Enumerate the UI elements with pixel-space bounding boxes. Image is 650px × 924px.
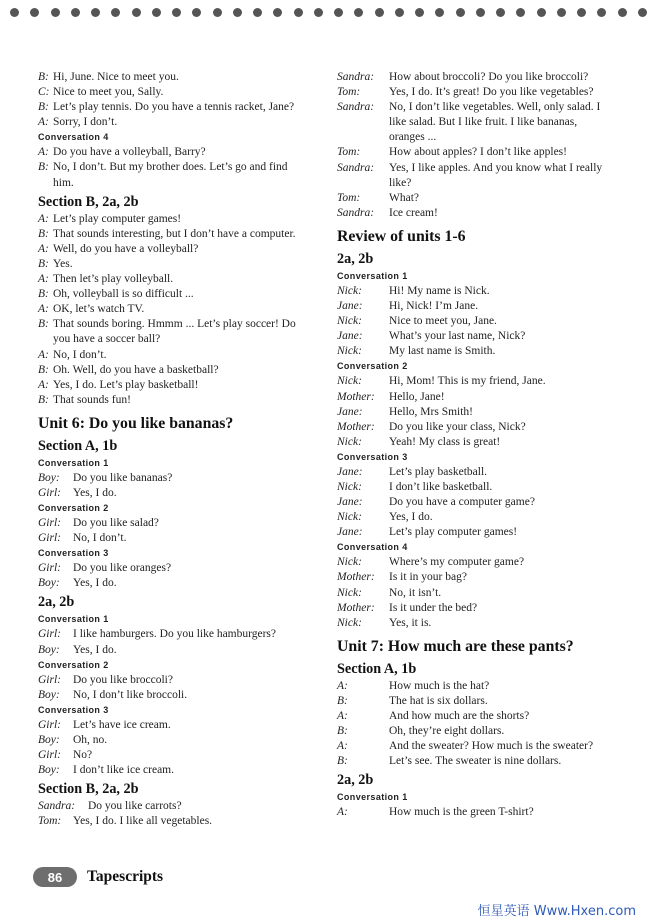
dialogue-text: That sounds boring. Hmmm ... Let’s play soccer! Do you have a soccer ball? — [53, 318, 296, 346]
border-dot — [435, 8, 444, 17]
border-dot — [577, 8, 586, 17]
dialogue-text: Yes, I do. — [73, 577, 117, 590]
dialogue-text: Yes, I do. I like all vegetables. — [73, 815, 213, 828]
dialogue-line — [38, 272, 310, 287]
border-dot — [618, 8, 627, 17]
conversation-heading: Conversation 3 — [38, 548, 109, 559]
dialogue-text: How much is the green T-shirt? — [389, 806, 534, 819]
speaker-label: Jane: — [337, 405, 363, 418]
speaker-label: Nick: — [337, 345, 362, 358]
dialogue-text: I don’t like ice cream. — [73, 764, 175, 777]
dialogue-line — [38, 317, 310, 347]
speaker-label: Nick: — [337, 480, 362, 493]
speaker-label: A: — [38, 146, 49, 159]
dialogue-text: Where’s my computer game? — [389, 556, 525, 569]
speaker-label: Nick: — [337, 375, 362, 388]
dialogue-line — [337, 191, 607, 206]
speaker-label: Boy: — [38, 733, 60, 746]
dialogue-line — [38, 100, 310, 115]
dialogue-line — [337, 465, 607, 480]
dialogue-text: I like hamburgers. Do you like hamburgers? — [73, 628, 277, 641]
speaker-label: A: — [38, 242, 49, 255]
dialogue-line — [337, 601, 607, 616]
dialogue-text: Let’s play computer games! — [389, 526, 518, 539]
dialogue-text: Yes. — [53, 257, 73, 270]
dialogue-line — [38, 486, 310, 501]
dialogue-line — [337, 555, 607, 570]
dialogue-line — [337, 754, 607, 769]
dialogue-line — [337, 586, 607, 601]
speaker-label: Tom: — [38, 815, 62, 828]
dialogue-line — [38, 688, 310, 703]
dialogue-text: Let’s have ice cream. — [73, 718, 171, 731]
speaker-label: Jane: — [337, 465, 363, 478]
border-dot — [456, 8, 465, 17]
conversation-heading: Conversation 1 — [337, 270, 408, 281]
speaker-label: Boy: — [38, 764, 60, 777]
dialogue-line — [38, 302, 310, 317]
border-dot — [71, 8, 80, 17]
speaker-label: B: — [38, 227, 49, 240]
dialogue-text: Do you like your class, Nick? — [389, 420, 526, 433]
speaker-label: Girl: — [38, 517, 61, 530]
dialogue-text: Nice to meet you, Sally. — [53, 86, 164, 99]
speaker-label: A: — [38, 348, 49, 361]
border-dot — [10, 8, 19, 17]
speaker-label: Nick: — [337, 616, 362, 629]
conversation-heading: Conversation 4 — [38, 132, 109, 143]
speaker-label: Girl: — [38, 562, 61, 575]
dialogue-text: No, I don’t. — [53, 348, 107, 361]
speaker-label: Jane: — [337, 526, 363, 539]
dialogue-text: Oh, volleyball is so difficult ... — [53, 288, 194, 301]
border-dot — [638, 8, 647, 17]
speaker-label: Nick: — [337, 435, 362, 448]
dialogue-text: No, I don’t like broccoli. — [73, 688, 188, 701]
dialogue-text: No? — [73, 749, 93, 761]
speaker-label: B: — [337, 694, 348, 707]
speaker-label: A: — [38, 212, 49, 225]
conversation-heading: Conversation 2 — [38, 659, 109, 670]
dialogue-line — [337, 70, 607, 85]
dialogue-line — [38, 763, 310, 778]
dialogue-line — [38, 70, 310, 85]
dialogue-line — [38, 348, 310, 363]
dialogue-text: The hat is six dollars. — [389, 694, 488, 707]
footer-title: Tapescripts — [87, 868, 164, 885]
dialogue-line — [337, 100, 607, 145]
page-number-badge: 86 — [33, 867, 77, 887]
dialogue-line — [38, 718, 310, 733]
speaker-label: Jane: — [337, 330, 363, 343]
dialogue-line — [337, 724, 607, 739]
dialogue-text: Hello, Jane! — [389, 390, 445, 403]
right-column — [337, 70, 607, 820]
dialogue-text: And the sweater? How much is the sweater? — [389, 740, 594, 753]
speaker-label: Nick: — [337, 586, 362, 599]
dialogue-text: No, I don’t. But my brother does. Let’s go and find him. — [53, 161, 288, 189]
dialogue-line — [38, 814, 310, 829]
dialogue-line — [337, 299, 607, 314]
dialogue-line — [337, 405, 607, 420]
dialogue-text: Oh, no. — [73, 733, 108, 746]
speaker-label: Girl: — [38, 673, 61, 686]
speaker-label: Nick: — [337, 511, 362, 524]
dialogue-line — [38, 85, 310, 100]
speaker-label: A: — [337, 740, 348, 753]
speaker-label: Girl: — [38, 486, 61, 499]
speaker-label: Mother: — [337, 420, 375, 433]
border-dot — [496, 8, 505, 17]
dialogue-text: That sounds fun! — [53, 393, 131, 406]
dialogue-text: Let’s play computer games! — [53, 212, 182, 225]
section-heading: 2a, 2b — [337, 250, 374, 267]
dialogue-line — [38, 393, 310, 408]
left-column — [38, 70, 310, 829]
dialogue-line — [337, 679, 607, 694]
speaker-label: B: — [38, 161, 49, 174]
dialogue-text: Is it in your bag? — [389, 571, 467, 584]
conversation-heading: Conversation 3 — [38, 704, 109, 715]
conversation-heading: Conversation 1 — [38, 614, 109, 625]
dialogue-text: Yes, I do. Let’s play basketball! — [53, 378, 199, 391]
dialogue-line — [38, 145, 310, 160]
dialogue-text: How about broccoli? Do you like broccoli? — [389, 71, 589, 83]
dialogue-line — [38, 643, 310, 658]
border-dot — [91, 8, 100, 17]
section-heading: Section A, 1b — [38, 437, 118, 454]
dialogue-text: Yes, I do. — [73, 486, 117, 499]
border-dot — [192, 8, 201, 17]
dialogue-text: No, it isn’t. — [389, 586, 442, 599]
border-dot — [375, 8, 384, 17]
dialogue-text: Well, do you have a volleyball? — [53, 242, 199, 255]
dialogue-line — [38, 115, 310, 130]
dialogue-line — [337, 616, 607, 631]
section-heading: Section B, 2a, 2b — [38, 781, 139, 798]
dialogue-line — [337, 344, 607, 359]
dialogue-text: Ice cream! — [389, 206, 438, 219]
dialogue-line — [337, 284, 607, 299]
speaker-label: Girl: — [38, 628, 61, 641]
dialogue-line — [38, 531, 310, 546]
dialogue-line — [337, 435, 607, 450]
speaker-label: Girl: — [38, 749, 61, 761]
border-dot — [415, 8, 424, 17]
border-dot — [111, 8, 120, 17]
speaker-label: C: — [38, 86, 50, 99]
section-heading: 2a, 2b — [337, 772, 374, 789]
dialogue-text: Sorry, I don’t. — [53, 116, 118, 129]
dialogue-line — [337, 145, 607, 160]
dialogue-text: No, I don’t like vegetables. Well, only salad. I like salad. But I like fruit. I like bananas, oranges ... — [389, 101, 601, 144]
dialogue-text: My last name is Smith. — [389, 345, 496, 358]
dialogue-text: What? — [389, 191, 420, 204]
dialogue-line — [337, 495, 607, 510]
speaker-label: Sandra: — [38, 800, 76, 813]
dialogue-text: Yes, I do. It’s great! Do you like vegetables? — [389, 86, 594, 99]
dialogue-text: Yeah! My class is great! — [389, 435, 501, 448]
conversation-heading: Conversation 3 — [337, 451, 408, 462]
dialogue-text: And how much are the shorts? — [389, 710, 530, 722]
speaker-label: Mother: — [337, 601, 375, 614]
dialogue-text: Then let’s play volleyball. — [53, 273, 174, 286]
speaker-label: Tom: — [337, 191, 361, 204]
dialogue-line — [337, 329, 607, 344]
border-dot — [172, 8, 181, 17]
speaker-label: A: — [38, 303, 49, 316]
dialogue-text: Oh, they’re eight dollars. — [389, 725, 505, 738]
border-dot — [354, 8, 363, 17]
dialogue-line — [38, 287, 310, 302]
border-dot — [51, 8, 60, 17]
speaker-label: Mother: — [337, 571, 375, 584]
speaker-label: A: — [337, 679, 348, 692]
dialogue-line — [337, 805, 607, 820]
border-dot — [132, 8, 141, 17]
dialogue-text: Yes, I do. — [73, 643, 117, 656]
dialogue-text: Yes, I do. — [389, 511, 433, 524]
border-dot — [597, 8, 606, 17]
dialogue-line — [337, 480, 607, 495]
conversation-heading: Conversation 4 — [337, 542, 408, 553]
dialogue-line — [38, 242, 310, 257]
dialogue-line — [38, 257, 310, 272]
dialogue-text: I don’t like basketball. — [389, 480, 493, 493]
unit-heading: Unit 7: How much are these pants? — [337, 637, 574, 655]
speaker-label: B: — [38, 257, 49, 270]
dialogue-line — [38, 748, 310, 763]
dialogue-text: Yes, I like apples. And you know what I really like? — [389, 161, 603, 189]
speaker-label: B: — [38, 363, 49, 376]
dialogue-text: Do you like salad? — [73, 517, 159, 530]
dialogue-text: Oh. Well, do you have a basketball? — [53, 363, 219, 376]
top-dot-border — [14, 8, 642, 22]
border-dot — [537, 8, 546, 17]
speaker-label: Boy: — [38, 688, 60, 701]
dialogue-text: Hi, Mom! This is my friend, Jane. — [389, 375, 546, 388]
dialogue-text: Do you like oranges? — [73, 562, 172, 575]
dialogue-line — [38, 160, 310, 190]
speaker-label: Tom: — [337, 146, 361, 159]
speaker-label: B: — [38, 71, 49, 83]
speaker-label: Jane: — [337, 300, 363, 313]
speaker-label: Girl: — [38, 532, 61, 545]
speaker-label: Sandra: — [337, 161, 375, 174]
speaker-label: A: — [337, 806, 348, 819]
section-heading: Section B, 2a, 2b — [38, 193, 139, 210]
dialogue-line — [337, 420, 607, 435]
site-watermark: 恒星英语 Www.Hxen.com — [477, 904, 636, 919]
dialogue-text: How much is the hat? — [389, 679, 490, 692]
dialogue-line — [337, 390, 607, 405]
border-dot — [30, 8, 39, 17]
speaker-label: Boy: — [38, 643, 60, 656]
conversation-heading: Conversation 2 — [38, 503, 109, 514]
speaker-label: A: — [337, 710, 348, 722]
speaker-label: Sandra: — [337, 101, 375, 114]
speaker-label: A: — [38, 378, 49, 391]
dialogue-line — [337, 206, 607, 221]
dialogue-text: Let’s play tennis. Do you have a tennis racket, Jane? — [53, 101, 295, 114]
speaker-label: B: — [38, 101, 49, 114]
speaker-label: A: — [38, 273, 49, 286]
dialogue-line — [38, 516, 310, 531]
dialogue-text: No, I don’t. — [73, 532, 127, 545]
conversation-heading: Conversation 1 — [337, 792, 408, 803]
speaker-label: Nick: — [337, 556, 362, 569]
dialogue-line — [337, 694, 607, 709]
unit-heading: Unit 6: Do you like bananas? — [38, 414, 234, 432]
dialogue-text: How about apples? I don’t like apples! — [389, 146, 567, 159]
dialogue-line — [38, 576, 310, 591]
dialogue-text: Is it under the bed? — [389, 601, 478, 614]
dialogue-text: Nice to meet you, Jane. — [389, 315, 497, 328]
dialogue-line — [337, 85, 607, 100]
dialogue-text: That sounds interesting, but I don’t have a computer. — [53, 227, 296, 240]
dialogue-text: Hi, June. Nice to meet you. — [53, 71, 179, 83]
dialogue-text: Hello, Mrs Smith! — [389, 405, 474, 418]
dialogue-line — [337, 374, 607, 389]
dialogue-line — [337, 161, 607, 191]
speaker-label: A: — [38, 116, 49, 129]
dialogue-text: Hi, Nick! I’m Jane. — [389, 300, 479, 313]
dialogue-line — [38, 227, 310, 242]
section-heading: 2a, 2b — [38, 594, 75, 611]
dialogue-text: Do you like carrots? — [88, 800, 182, 813]
dialogue-line — [38, 378, 310, 393]
border-dot — [395, 8, 404, 17]
dialogue-text: OK, let’s watch TV. — [53, 303, 145, 316]
dialogue-text: What’s your last name, Nick? — [389, 330, 526, 343]
dialogue-line — [38, 471, 310, 486]
dialogue-line — [337, 739, 607, 754]
border-dot — [516, 8, 525, 17]
dialogue-text: Do you like broccoli? — [73, 673, 173, 686]
speaker-label: Jane: — [337, 496, 363, 509]
border-dot — [152, 8, 161, 17]
dialogue-line — [337, 525, 607, 540]
dialogue-line — [337, 709, 607, 724]
speaker-label: Tom: — [337, 86, 361, 99]
border-dot — [273, 8, 282, 17]
dialogue-line — [337, 510, 607, 525]
border-dot — [334, 8, 343, 17]
page-footer — [33, 866, 163, 888]
speaker-label: B: — [38, 288, 49, 301]
unit-heading: Review of units 1-6 — [337, 227, 466, 245]
dialogue-line — [38, 673, 310, 688]
speaker-label: Girl: — [38, 718, 61, 731]
conversation-heading: Conversation 2 — [337, 361, 408, 372]
border-dot — [557, 8, 566, 17]
speaker-label: Boy: — [38, 577, 60, 590]
speaker-label: B: — [337, 725, 348, 738]
dialogue-text: Let’s play basketball. — [389, 465, 488, 478]
dialogue-line — [337, 314, 607, 329]
speaker-label: Boy: — [38, 471, 60, 484]
speaker-label: Mother: — [337, 390, 375, 403]
section-heading: Section A, 1b — [337, 660, 417, 677]
border-dot — [476, 8, 485, 17]
border-dot — [253, 8, 262, 17]
conversation-heading: Conversation 1 — [38, 457, 109, 468]
dialogue-line — [38, 799, 310, 814]
speaker-label: B: — [38, 318, 49, 331]
speaker-label: Nick: — [337, 315, 362, 328]
speaker-label: B: — [38, 393, 49, 406]
dialogue-text: Do you have a volleyball, Barry? — [53, 146, 206, 159]
dialogue-text: Hi! My name is Nick. — [389, 284, 490, 297]
speaker-label: B: — [337, 755, 348, 768]
border-dot — [314, 8, 323, 17]
border-dot — [294, 8, 303, 17]
speaker-label: Sandra: — [337, 206, 375, 219]
dialogue-line — [38, 561, 310, 576]
dialogue-text: Do you like bananas? — [73, 471, 173, 484]
dialogue-text: Do you have a computer game? — [389, 496, 535, 509]
dialogue-text: Let’s see. The sweater is nine dollars. — [389, 755, 562, 768]
dialogue-line — [337, 570, 607, 585]
dialogue-text: Yes, it is. — [389, 616, 432, 629]
dialogue-line — [38, 212, 310, 227]
border-dot — [213, 8, 222, 17]
dialogue-line — [38, 363, 310, 378]
speaker-label: Sandra: — [337, 71, 375, 83]
dialogue-line — [38, 733, 310, 748]
speaker-label: Nick: — [337, 284, 362, 297]
border-dot — [233, 8, 242, 17]
dialogue-line — [38, 627, 310, 642]
